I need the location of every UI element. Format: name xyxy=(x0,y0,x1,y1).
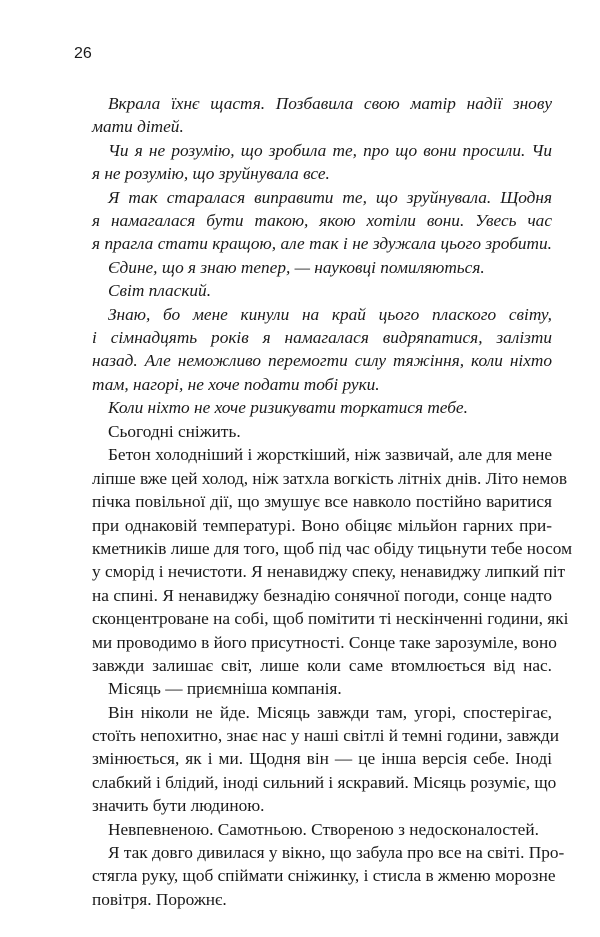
text-line: змінюється, як і ми. Щодня він — це інша версія себе. Іноді xyxy=(92,749,552,769)
italic-text-line: Знаю, бо мене кинули на край цього плаского світу, xyxy=(108,304,552,324)
text-line: Бетон холодніший і жорсткіший, ніж зазвичай, але для мене xyxy=(108,445,552,465)
italic-text-line: Я так старалася виправити те, що зруйнувала. Щодня xyxy=(108,187,552,207)
italic-text-line: мати дітей. xyxy=(92,117,184,137)
text-line: стягла руку, щоб спіймати сніжинку, і стисла в жменю морозне xyxy=(92,866,556,886)
prose-passage xyxy=(92,420,573,911)
text-line: повітря. Порожнє. xyxy=(92,889,227,909)
italic-text-line: я намагалася бути такою, якою хотіли вони. Увесь час xyxy=(92,210,552,230)
italic-text-line: я прагла стати кращою, але так і не здужала цього зробити. xyxy=(92,234,552,254)
text-line: завжди залишає світ, лише коли саме втомлюється від нас. xyxy=(92,655,552,675)
italic-passage xyxy=(92,92,552,419)
text-line: Місяць — приємніша компанія. xyxy=(108,679,342,699)
page-number: 26 xyxy=(74,45,92,62)
italic-text-line: назад. Але неможливо перемогти силу тяжіння, коли ніхто xyxy=(92,351,552,371)
italic-text-line: Коли ніхто не хоче ризикувати торкатися тебе. xyxy=(108,398,468,418)
italic-text-line: Єдине, що я знаю тепер, — науковці помиляються. xyxy=(108,257,485,277)
italic-text-line: Чи я не розумію, що зробила те, про що вони просили. Чи xyxy=(108,140,552,160)
text-line: слабкий і блідий, іноді сильний і яскравий. Місяць розуміє, що xyxy=(92,772,557,792)
text-line: Невпевненою. Самотньою. Створеною з недосконалостей. xyxy=(108,819,539,839)
text-line: у сморід і нечистоти. Я ненавиджу спеку, ненавиджу липкий піт xyxy=(92,562,566,582)
text-line: ми проводимо в його присутності. Сонце таке зарозуміле, воно xyxy=(92,632,557,652)
italic-text-line: я не розумію, що зруйнувала все. xyxy=(92,164,330,184)
text-line: Я так довго дивилася у вікно, що забула про все на світі. Про- xyxy=(108,843,565,863)
text-line: кметників лише для того, щоб під час обіду тицьнути тебе носом xyxy=(92,538,573,558)
text-line: ліпше вже цей холод, ніж затхла вогкість літніх днів. Літо немов xyxy=(92,468,568,488)
text-line: Він ніколи не йде. Місяць завжди там, угорі, спостерігає, xyxy=(108,702,552,722)
text-line: пічка повільної дії, що змушує все навколо постійно варитися xyxy=(92,492,552,512)
italic-text-line: Вкрала їхнє щастя. Позбавила свою матір надії знову xyxy=(108,94,552,113)
text-line: на спині. Я ненавиджу безнадію сонячної погоди, сонце надто xyxy=(92,585,552,605)
italic-text-line: і сімнадцять років я намагалася видряпатися, залізти xyxy=(92,327,552,347)
text-line: значить бути людиною. xyxy=(92,796,265,816)
text-line: при однаковій температурі. Воно обіцяє мільйон гарних при- xyxy=(92,515,552,535)
text-line: сконцентроване на собі, щоб помітити ті нескінченні години, які xyxy=(92,609,569,629)
italic-text-line: Світ плаский. xyxy=(108,281,212,301)
text-line: Сьогодні сніжить. xyxy=(108,422,241,441)
text-line: стоїть непохитно, знає нас у наші світлі й темні години, завжди xyxy=(92,726,559,746)
italic-text-line: там, нагорі, не хоче подати тобі руки. xyxy=(92,374,380,394)
